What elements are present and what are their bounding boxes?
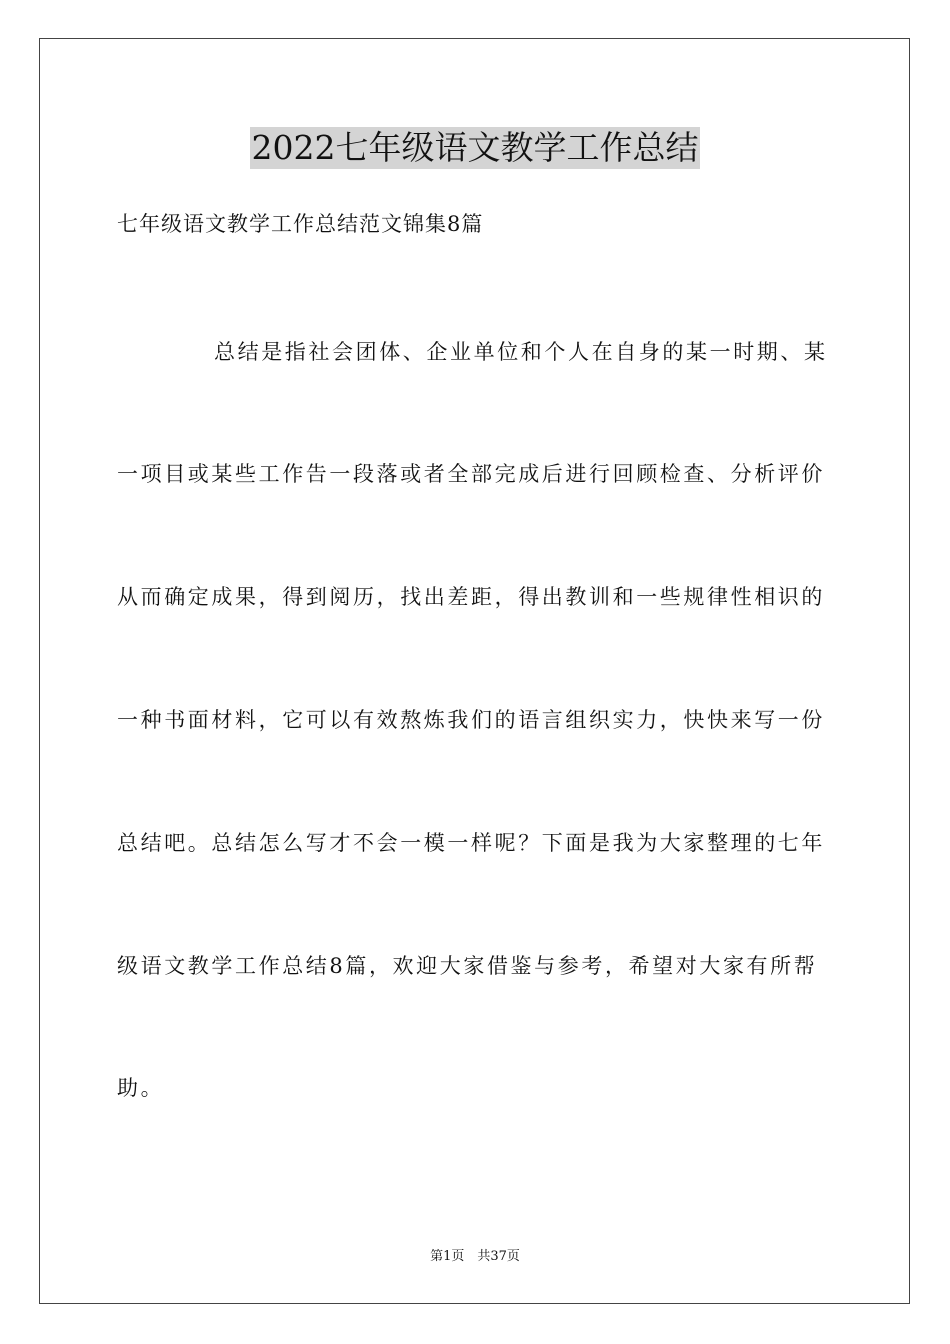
- paragraph-line: 总结吧。总结怎么写才不会一模一样呢？下面是我为大家整理的七年: [117, 831, 825, 855]
- document-title: 2022七年级语文教学工作总结: [251, 128, 699, 167]
- paragraph-line: 一项目或某些工作告一段落或者全部完成后进行回顾检查、分析评价: [117, 462, 825, 486]
- paragraph-line: 级语文教学工作总结8篇，欢迎大家借鉴与参考，希望对大家有所帮: [117, 954, 818, 978]
- paragraph-line: 从而确定成果，得到阅历，找出差距，得出教训和一些规律性相识的: [117, 585, 825, 609]
- title-container: [0, 127, 950, 169]
- paragraph-line: 助。: [117, 1076, 165, 1100]
- document-subtitle: 七年级语文教学工作总结范文锦集8篇: [117, 212, 484, 236]
- paragraph-line: 一种书面材料，它可以有效熬炼我们的语言组织实力，快快来写一份: [117, 708, 825, 732]
- paragraph-line: 总结是指社会团体、企业单位和个人在自身的某一时期、某: [214, 340, 828, 364]
- page-footer: 第1页 共37页: [430, 1249, 520, 1264]
